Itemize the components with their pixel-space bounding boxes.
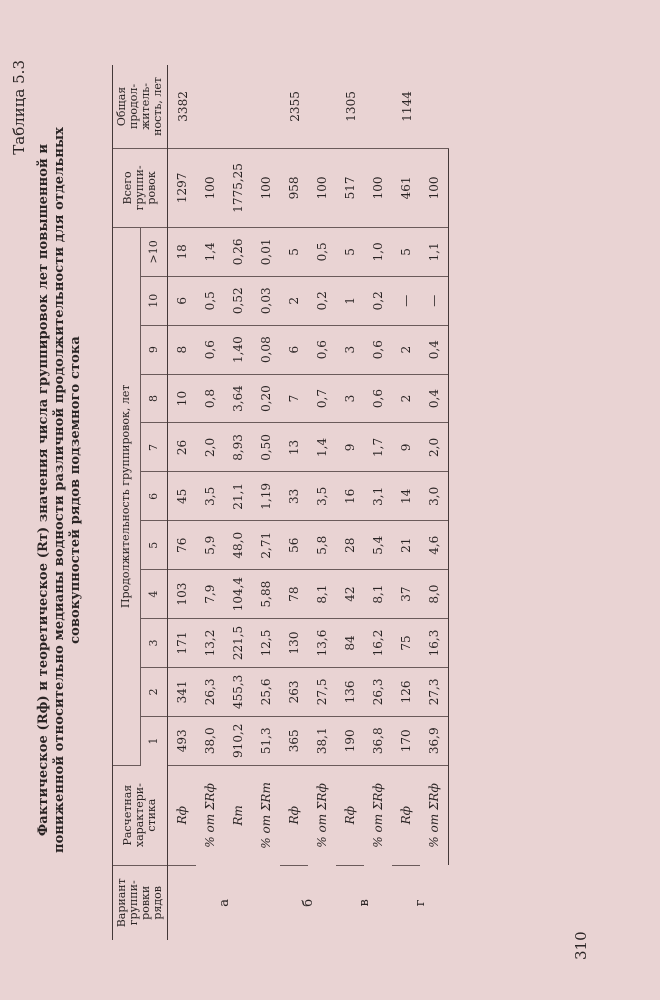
header-total-duration: Общая продол-житель-ность, лет bbox=[113, 65, 168, 148]
table-caption: Фактическое (Rф) и теоретическое (Rт) значения числа группировок лет повышенной и пониженной относительно медианы водности различной продолжительности для отдельных совокупностей рядов подземного стока bbox=[36, 127, 83, 853]
header-duration-cell: 8 bbox=[140, 374, 168, 423]
value-cell: 8,93 bbox=[224, 423, 252, 472]
value-cell: 136 bbox=[336, 667, 364, 716]
value-cell: 14 bbox=[392, 472, 420, 521]
value-cell: 26,3 bbox=[196, 667, 224, 716]
table-row bbox=[168, 65, 197, 940]
header-duration-cell: >10 bbox=[140, 227, 168, 276]
value-cell: 0,6 bbox=[364, 374, 392, 423]
total-cell: 1297 bbox=[168, 148, 197, 227]
value-cell: 56 bbox=[280, 521, 308, 570]
table-row bbox=[336, 65, 364, 940]
value-cell: 26 bbox=[168, 423, 197, 472]
value-cell: 7,9 bbox=[196, 570, 224, 619]
variant-cell: в bbox=[356, 899, 372, 907]
value-cell: 1,4 bbox=[308, 423, 336, 472]
value-cell: 0,5 bbox=[308, 227, 336, 276]
value-cell: 10 bbox=[168, 374, 197, 423]
value-cell: 2 bbox=[280, 276, 308, 325]
total-cell: 958 bbox=[280, 148, 308, 227]
characteristic-cell: % от ΣRф bbox=[315, 783, 329, 848]
table-row bbox=[196, 65, 224, 940]
characteristic-cell: % от ΣRф bbox=[203, 783, 217, 848]
value-cell: 221,5 bbox=[224, 619, 252, 668]
value-cell: 13 bbox=[280, 423, 308, 472]
table-row bbox=[308, 65, 336, 940]
value-cell: 8,1 bbox=[364, 570, 392, 619]
header-variant: Вариант группи-ровки рядов bbox=[113, 865, 168, 940]
header-characteristic: Расчетная характери-стика bbox=[113, 765, 168, 865]
page-number: 310 bbox=[572, 931, 590, 960]
value-cell: 0,6 bbox=[308, 325, 336, 374]
value-cell: 0,4 bbox=[420, 325, 449, 374]
header-duration-cell: 1 bbox=[140, 716, 168, 765]
total-cell: 1775,25 bbox=[224, 148, 252, 227]
header-duration-cell: 2 bbox=[140, 667, 168, 716]
value-cell: 2,0 bbox=[196, 423, 224, 472]
characteristic-cell: Rф bbox=[168, 765, 197, 865]
value-cell: 341 bbox=[168, 667, 197, 716]
value-cell: 130 bbox=[280, 619, 308, 668]
total-duration-cell: 1144 bbox=[392, 65, 449, 148]
value-cell: 0,7 bbox=[308, 374, 336, 423]
value-cell: 16,3 bbox=[420, 619, 449, 668]
value-cell: 104,4 bbox=[224, 570, 252, 619]
table-row bbox=[224, 65, 252, 940]
value-cell: 8,0 bbox=[420, 570, 449, 619]
value-cell: 5,4 bbox=[364, 521, 392, 570]
characteristic-cell: % от ΣRт bbox=[259, 782, 273, 849]
value-cell: 36,8 bbox=[364, 716, 392, 765]
value-cell: 0,5 bbox=[196, 276, 224, 325]
total-cell: 100 bbox=[252, 148, 280, 227]
value-cell: 0,2 bbox=[308, 276, 336, 325]
variant-cell: г bbox=[412, 899, 428, 907]
value-cell: 6 bbox=[280, 325, 308, 374]
table-number: Таблица 5.3 bbox=[10, 60, 28, 155]
value-cell: 48,0 bbox=[224, 521, 252, 570]
value-cell: 3,5 bbox=[196, 472, 224, 521]
header-duration: Продолжительность группировок, лет bbox=[113, 227, 141, 765]
value-cell: 0,03 bbox=[252, 276, 280, 325]
value-cell: 171 bbox=[168, 619, 197, 668]
value-cell: 4,6 bbox=[420, 521, 449, 570]
table-body bbox=[168, 65, 449, 940]
characteristic-cell: Rф bbox=[280, 765, 308, 865]
header-duration-cell: 10 bbox=[140, 276, 168, 325]
value-cell: 27,3 bbox=[420, 667, 449, 716]
value-cell: 263 bbox=[280, 667, 308, 716]
total-duration-cell: 2355 bbox=[280, 65, 336, 148]
variant-cell: б bbox=[300, 898, 316, 907]
value-cell: 16 bbox=[336, 472, 364, 521]
value-cell: 3,1 bbox=[364, 472, 392, 521]
total-cell: 100 bbox=[196, 148, 224, 227]
total-cell: 100 bbox=[420, 148, 449, 227]
value-cell: 21,1 bbox=[224, 472, 252, 521]
table-row bbox=[420, 65, 449, 940]
value-cell: 5,88 bbox=[252, 570, 280, 619]
total-duration-cell: 3382 bbox=[168, 65, 281, 148]
header-duration-cell: 7 bbox=[140, 423, 168, 472]
value-cell: 5 bbox=[336, 227, 364, 276]
value-cell: 33 bbox=[280, 472, 308, 521]
table-row bbox=[392, 65, 420, 940]
value-cell: 0,26 bbox=[224, 227, 252, 276]
value-cell: 0,6 bbox=[196, 325, 224, 374]
value-cell: 5,8 bbox=[308, 521, 336, 570]
value-cell: 18 bbox=[168, 227, 197, 276]
value-cell: 8 bbox=[168, 325, 197, 374]
value-cell: 27,5 bbox=[308, 667, 336, 716]
header-duration-cell: 9 bbox=[140, 325, 168, 374]
value-cell: 7 bbox=[280, 374, 308, 423]
value-cell: 0,2 bbox=[364, 276, 392, 325]
header-total: Всего группи-ровок bbox=[113, 148, 168, 227]
value-cell: 45 bbox=[168, 472, 197, 521]
value-cell: 25,6 bbox=[252, 667, 280, 716]
value-cell: 365 bbox=[280, 716, 308, 765]
value-cell: 0,50 bbox=[252, 423, 280, 472]
value-cell: 493 bbox=[168, 716, 197, 765]
value-cell: 5 bbox=[392, 227, 420, 276]
value-cell: 21 bbox=[392, 521, 420, 570]
value-cell: 78 bbox=[280, 570, 308, 619]
value-cell: 170 bbox=[392, 716, 420, 765]
table-row bbox=[364, 65, 392, 940]
characteristic-cell: % от ΣRф bbox=[371, 783, 385, 848]
characteristic-cell: Rт bbox=[231, 805, 245, 826]
value-cell: 5,9 bbox=[196, 521, 224, 570]
value-cell: 6 bbox=[168, 276, 197, 325]
value-cell: 1,7 bbox=[364, 423, 392, 472]
header-duration-cell: 4 bbox=[140, 570, 168, 619]
value-cell: 0,52 bbox=[224, 276, 252, 325]
value-cell: 1,4 bbox=[196, 227, 224, 276]
value-cell: 12,5 bbox=[252, 619, 280, 668]
value-cell: 3,0 bbox=[420, 472, 449, 521]
value-cell: 76 bbox=[168, 521, 197, 570]
value-cell: 13,2 bbox=[196, 619, 224, 668]
value-cell: 2 bbox=[392, 325, 420, 374]
value-cell: 0,20 bbox=[252, 374, 280, 423]
value-cell: 3 bbox=[336, 325, 364, 374]
value-cell: 37 bbox=[392, 570, 420, 619]
value-cell: 8,1 bbox=[308, 570, 336, 619]
value-cell: 1 bbox=[336, 276, 364, 325]
value-cell: 0,08 bbox=[252, 325, 280, 374]
value-cell: 26,3 bbox=[364, 667, 392, 716]
value-cell: — bbox=[392, 276, 420, 325]
total-cell: 461 bbox=[392, 148, 420, 227]
value-cell: 455,3 bbox=[224, 667, 252, 716]
characteristic-cell: Rф bbox=[392, 765, 420, 865]
value-cell: 3,64 bbox=[224, 374, 252, 423]
value-cell: 5 bbox=[280, 227, 308, 276]
table-row bbox=[280, 65, 308, 940]
header-duration-cell: 3 bbox=[140, 619, 168, 668]
value-cell: 75 bbox=[392, 619, 420, 668]
value-cell: 2 bbox=[392, 374, 420, 423]
header-duration-cell: 6 bbox=[140, 472, 168, 521]
value-cell: 2,71 bbox=[252, 521, 280, 570]
value-cell: 1,40 bbox=[224, 325, 252, 374]
data-table bbox=[112, 65, 449, 940]
value-cell: 9 bbox=[336, 423, 364, 472]
value-cell: — bbox=[420, 276, 449, 325]
value-cell: 126 bbox=[392, 667, 420, 716]
value-cell: 42 bbox=[336, 570, 364, 619]
value-cell: 16,2 bbox=[364, 619, 392, 668]
value-cell: 38,0 bbox=[196, 716, 224, 765]
value-cell: 3,5 bbox=[308, 472, 336, 521]
total-cell: 100 bbox=[308, 148, 336, 227]
value-cell: 0,6 bbox=[364, 325, 392, 374]
characteristic-cell: Rф bbox=[336, 765, 364, 865]
value-cell: 9 bbox=[392, 423, 420, 472]
table-row bbox=[252, 65, 280, 940]
value-cell: 36,9 bbox=[420, 716, 449, 765]
header-row-top bbox=[113, 65, 141, 940]
value-cell: 0,4 bbox=[420, 374, 449, 423]
total-duration-cell: 1305 bbox=[336, 65, 392, 148]
value-cell: 0,8 bbox=[196, 374, 224, 423]
value-cell: 3 bbox=[336, 374, 364, 423]
value-cell: 28 bbox=[336, 521, 364, 570]
value-cell: 38,1 bbox=[308, 716, 336, 765]
value-cell: 190 bbox=[336, 716, 364, 765]
value-cell: 51,3 bbox=[252, 716, 280, 765]
value-cell: 84 bbox=[336, 619, 364, 668]
variant-cell: а bbox=[216, 898, 232, 907]
value-cell: 910,2 bbox=[224, 716, 252, 765]
total-cell: 517 bbox=[336, 148, 364, 227]
value-cell: 2,0 bbox=[420, 423, 449, 472]
header-duration-cell: 5 bbox=[140, 521, 168, 570]
value-cell: 103 bbox=[168, 570, 197, 619]
value-cell: 1,19 bbox=[252, 472, 280, 521]
value-cell: 1,0 bbox=[364, 227, 392, 276]
value-cell: 13,6 bbox=[308, 619, 336, 668]
value-cell: 0,01 bbox=[252, 227, 280, 276]
characteristic-cell: % от ΣRф bbox=[420, 765, 449, 865]
total-cell: 100 bbox=[364, 148, 392, 227]
value-cell: 1,1 bbox=[420, 227, 449, 276]
